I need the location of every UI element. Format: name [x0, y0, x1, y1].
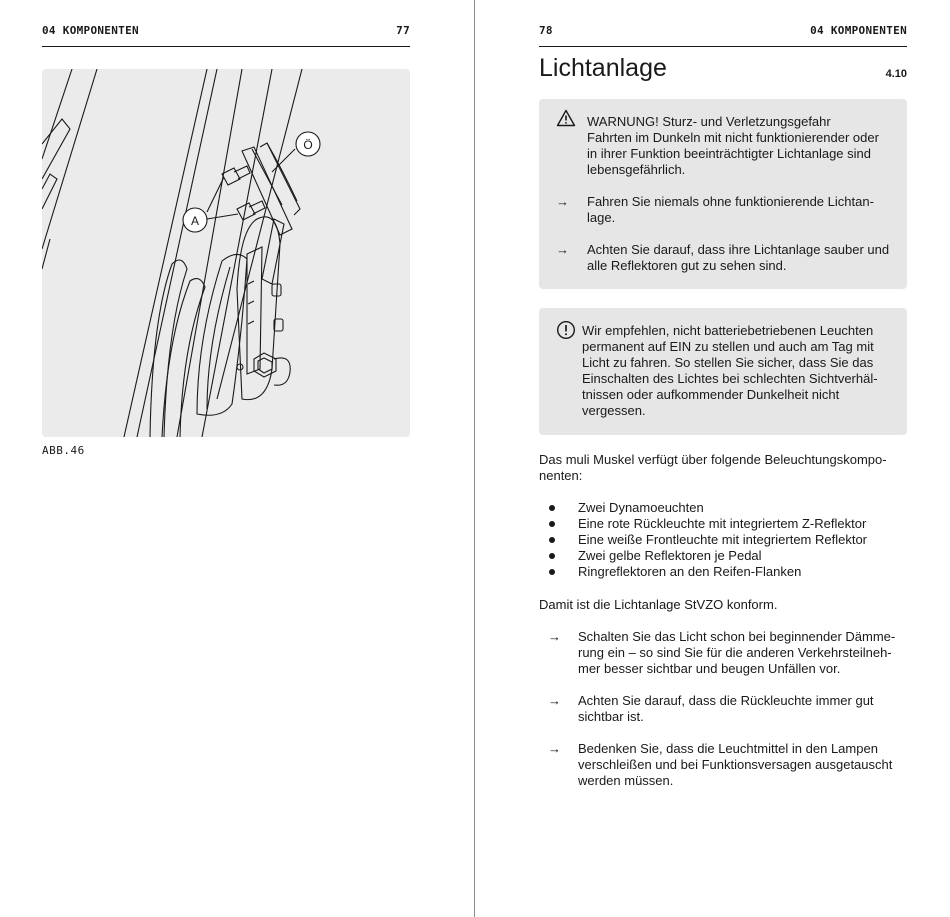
- bullet-icon: [549, 569, 555, 575]
- running-head: [42, 24, 410, 40]
- info-text-line: Wir empfehlen, nicht batteriebetriebenen Leuchten: [582, 323, 874, 338]
- header-rule: [42, 46, 410, 47]
- warning-text-line: Fahrten im Dunkeln mit nicht funktionierender oder: [587, 130, 879, 145]
- bullet-icon: [549, 505, 555, 511]
- tip-text-line: Bedenken Sie, dass die Leuchtmittel in den Lampen: [578, 741, 878, 756]
- intro-text-line: Das muli Muskel verfügt über folgende Beleuchtungskompo-: [539, 452, 887, 467]
- right-page: [476, 0, 950, 917]
- bullet-icon: [549, 537, 555, 543]
- info-text-line: Licht zu fahren. So stellen Sie sicher, dass Sie das: [582, 355, 874, 370]
- info-text-line: vergessen.: [582, 403, 646, 418]
- warning-item-line: lage.: [587, 210, 616, 225]
- tip-text-line: Schalten Sie das Licht schon bei beginnender Dämme-: [578, 629, 896, 644]
- list-item: Eine weiße Frontleuchte mit integriertem Reflektor: [539, 532, 867, 548]
- section-label: 04 KOMPONENTEN: [810, 24, 907, 37]
- section-number: 4.10: [885, 68, 907, 80]
- figure-illustration: [42, 69, 410, 437]
- arrow-icon: →: [548, 741, 561, 756]
- list-item: Zwei gelbe Reflektoren je Pedal: [539, 548, 867, 564]
- tip-text-line: rung ein – so sind Sie für die anderen Verkehrsteilneh-: [578, 645, 892, 660]
- page-spine: [474, 0, 475, 917]
- section-label: 04 KOMPONENTEN: [42, 24, 139, 37]
- list-item: Eine rote Rückleuchte mit integriertem Z-Reflektor: [539, 516, 867, 532]
- tip-text-line: sichtbar ist.: [578, 709, 644, 724]
- page-number: 77: [396, 24, 410, 37]
- info-text-line: permanent auf EIN zu stellen und auch am Tag mit: [582, 339, 874, 354]
- warning-item-line: Fahren Sie niemals ohne funktionierende Lichtan-: [587, 194, 874, 209]
- callout-a: A: [190, 214, 200, 228]
- arrow-icon: →: [548, 693, 561, 708]
- tip-text-line: mer besser sichtbar und beugen Unfällen vor.: [578, 661, 841, 676]
- tip-text-line: Achten Sie darauf, dass die Rückleuchte immer gut: [578, 693, 874, 708]
- callout-o: Ö: [303, 138, 313, 152]
- info-text-line: tnissen oder aufkommender Dunkelheit nicht: [582, 387, 840, 402]
- warning-box: [539, 99, 907, 289]
- bullet-icon: [549, 521, 555, 527]
- warning-text-line: lebensgefährlich.: [587, 162, 686, 177]
- exclamation-circle-icon: [556, 320, 576, 344]
- list-item: Zwei Dynamoeuchten: [539, 500, 867, 516]
- bullet-icon: [549, 553, 555, 559]
- warning-item-line: Achten Sie darauf, dass ihre Lichtanlage sauber und: [587, 242, 890, 257]
- component-list: [539, 500, 867, 580]
- page-number: 78: [539, 24, 553, 37]
- tip-text-line: werden müssen.: [578, 773, 674, 788]
- arrow-icon: →: [548, 629, 561, 644]
- bike-light-drawing: [42, 69, 410, 437]
- warning-triangle-icon: [556, 109, 576, 131]
- running-head: [539, 24, 907, 40]
- left-page: [0, 0, 474, 917]
- arrow-icon: →: [556, 194, 569, 209]
- conformity-text: Damit ist die Lichtanlage StVZO konform.: [539, 597, 778, 612]
- figure-caption: ABB.46: [42, 444, 85, 457]
- info-text-line: Einschalten des Lichtes bei schlechten Sichtverhäl-: [582, 371, 878, 386]
- warning-text-line: in ihrer Funktion beeinträchtigter Lichtanlage sind: [587, 146, 872, 161]
- info-box: [539, 308, 907, 435]
- arrow-icon: →: [556, 242, 569, 257]
- warning-heading: WARNUNG! Sturz- und Verletzungsgefahr: [587, 114, 831, 129]
- page-title: Lichtanlage: [539, 54, 667, 82]
- list-item: Ringreflektoren an den Reifen-Flanken: [539, 564, 867, 580]
- tip-text-line: verschleißen und bei Funktionsversagen ausgetauscht: [578, 757, 893, 772]
- header-rule: [539, 46, 907, 47]
- intro-text-line: nenten:: [539, 468, 583, 483]
- warning-item-line: alle Reflektoren gut zu sehen sind.: [587, 258, 787, 273]
